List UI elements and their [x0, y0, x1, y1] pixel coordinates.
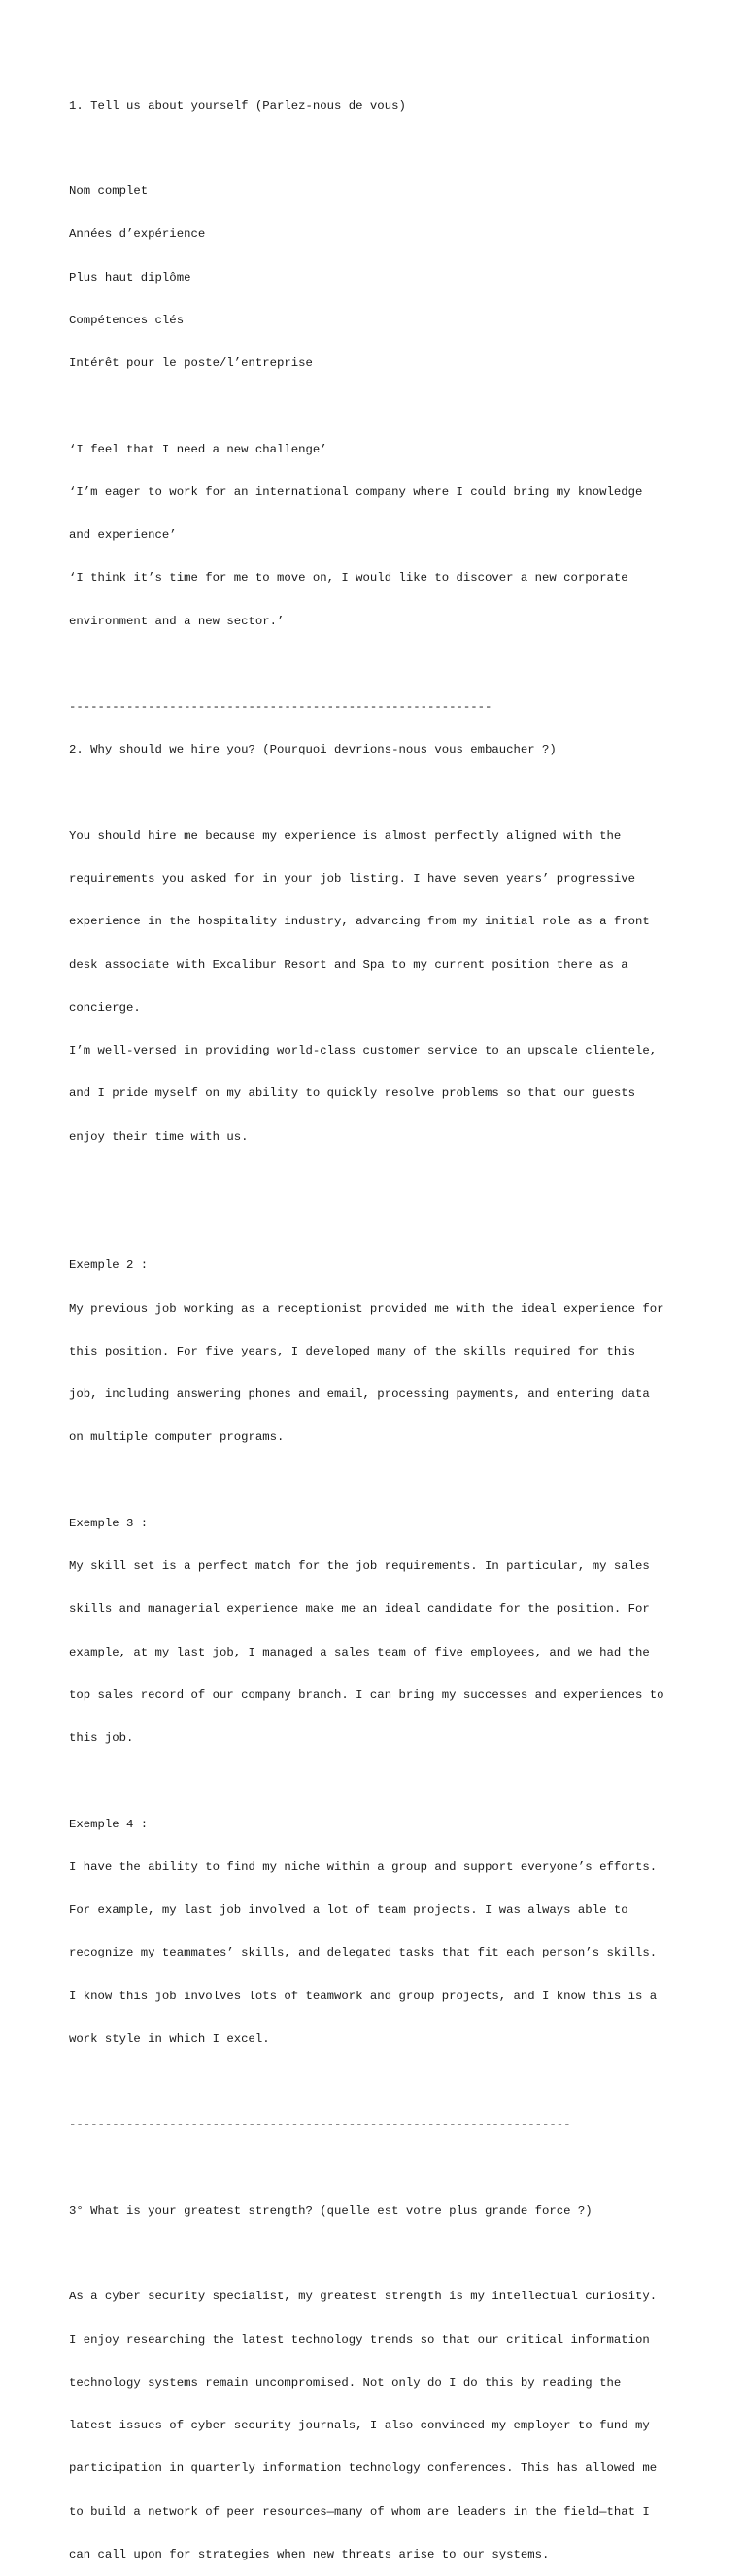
- section3-line: As a cyber security specialist, my greatest strength is my intellectual curiosity.: [69, 2290, 658, 2304]
- section2-heading: 2. Why should we hire you? (Pourquoi devrions-nous vous embaucher ?): [69, 743, 557, 757]
- example2-line: job, including answering phones and email, processing payments, and entering data: [69, 1388, 650, 1401]
- example4-line: I have the ability to find my niche within a group and support everyone’s efforts.: [69, 1859, 658, 1874]
- quote-line: ‘I think it’s time for me to move on, I would like to discover a new corporate: [69, 571, 628, 585]
- example1-line: desk associate with Excalibur Resort and Spa to my current position there as a: [69, 957, 628, 972]
- example2-line: My previous job working as a receptionist provided me with the ideal experience for: [69, 1301, 664, 1316]
- section3-line: can call upon for strategies when new threats arise to our systems.: [69, 2547, 550, 2561]
- quote-line: ‘I’m eager to work for an international company where I could bring my knowledge: [69, 485, 643, 499]
- example4-line: recognize my teammates’ skills, and delegated tasks that fit each person’s skills.: [69, 1946, 658, 1960]
- example3-line: this job.: [69, 1731, 134, 1745]
- quote-line: environment and a new sector.’: [69, 614, 285, 628]
- field-interest: Intérêt pour le poste/l’entreprise: [69, 356, 313, 370]
- field-highest-degree: Plus haut diplôme: [69, 270, 191, 284]
- example4-line: For example, my last job involved a lot of team projects. I was always able to: [69, 1903, 628, 1917]
- example1-line: I’m well-versed in providing world-class customer service to an upscale clientele,: [69, 1044, 658, 1057]
- divider: ----------------------------------------------------------------------: [69, 2118, 571, 2132]
- example2-label: Exemple 2 :: [69, 1258, 149, 1273]
- example4-line: work style in which I excel.: [69, 2031, 270, 2046]
- example1-line: and I pride myself on my ability to quickly resolve problems so that our guests: [69, 1087, 635, 1101]
- section1-heading: 1. Tell us about yourself (Parlez-nous de vous): [69, 98, 406, 113]
- example3-label: Exemple 3 :: [69, 1516, 149, 1530]
- section3-line: to build a network of peer resources—many of whom are leaders in the field—that I: [69, 2504, 650, 2519]
- field-full-name: Nom complet: [69, 184, 149, 198]
- example2-line: this position. For five years, I developed many of the skills required for this: [69, 1344, 635, 1358]
- example4-line: I know this job involves lots of teamwork and group projects, and I know this is a: [69, 1989, 658, 2003]
- example1-line: requirements you asked for in your job listing. I have seven years’ progressive: [69, 872, 635, 886]
- example1-line: enjoy their time with us.: [69, 1129, 249, 1144]
- section3-line: I enjoy researching the latest technology trends so that our critical information: [69, 2332, 650, 2347]
- example1-line: experience in the hospitality industry, advancing from my initial role as a front: [69, 915, 650, 929]
- section3-line: participation in quarterly information technology conferences. This has allowed me: [69, 2461, 658, 2476]
- quote-line: and experience’: [69, 528, 177, 542]
- example3-line: skills and managerial experience make me an ideal candidate for the position. For: [69, 1602, 650, 1617]
- example4-label: Exemple 4 :: [69, 1817, 149, 1831]
- example3-line: My skill set is a perfect match for the job requirements. In particular, my sales: [69, 1559, 650, 1573]
- section3-heading: 3° What is your greatest strength? (quelle est votre plus grande force ?): [69, 2203, 593, 2218]
- quote-line: ‘I feel that I need a new challenge’: [69, 442, 327, 456]
- divider: -----------------------------------------------------------: [69, 700, 492, 714]
- example3-line: example, at my last job, I managed a sales team of five employees, and we had the: [69, 1645, 650, 1659]
- example3-line: top sales record of our company branch. I can bring my successes and experiences to: [69, 1688, 664, 1702]
- example2-line: on multiple computer programs.: [69, 1430, 285, 1445]
- document-body: [69, 70, 691, 2576]
- field-years-experience: Années d’expérience: [69, 227, 206, 242]
- section3-line: technology systems remain uncompromised. Not only do I do this by reading the: [69, 2375, 622, 2390]
- section3-line: latest issues of cyber security journals, I also convinced my employer to fund my: [69, 2419, 650, 2432]
- example1-line: concierge.: [69, 1000, 141, 1015]
- field-key-skills: Compétences clés: [69, 313, 185, 327]
- example1-line: You should hire me because my experience is almost perfectly aligned with the: [69, 828, 622, 843]
